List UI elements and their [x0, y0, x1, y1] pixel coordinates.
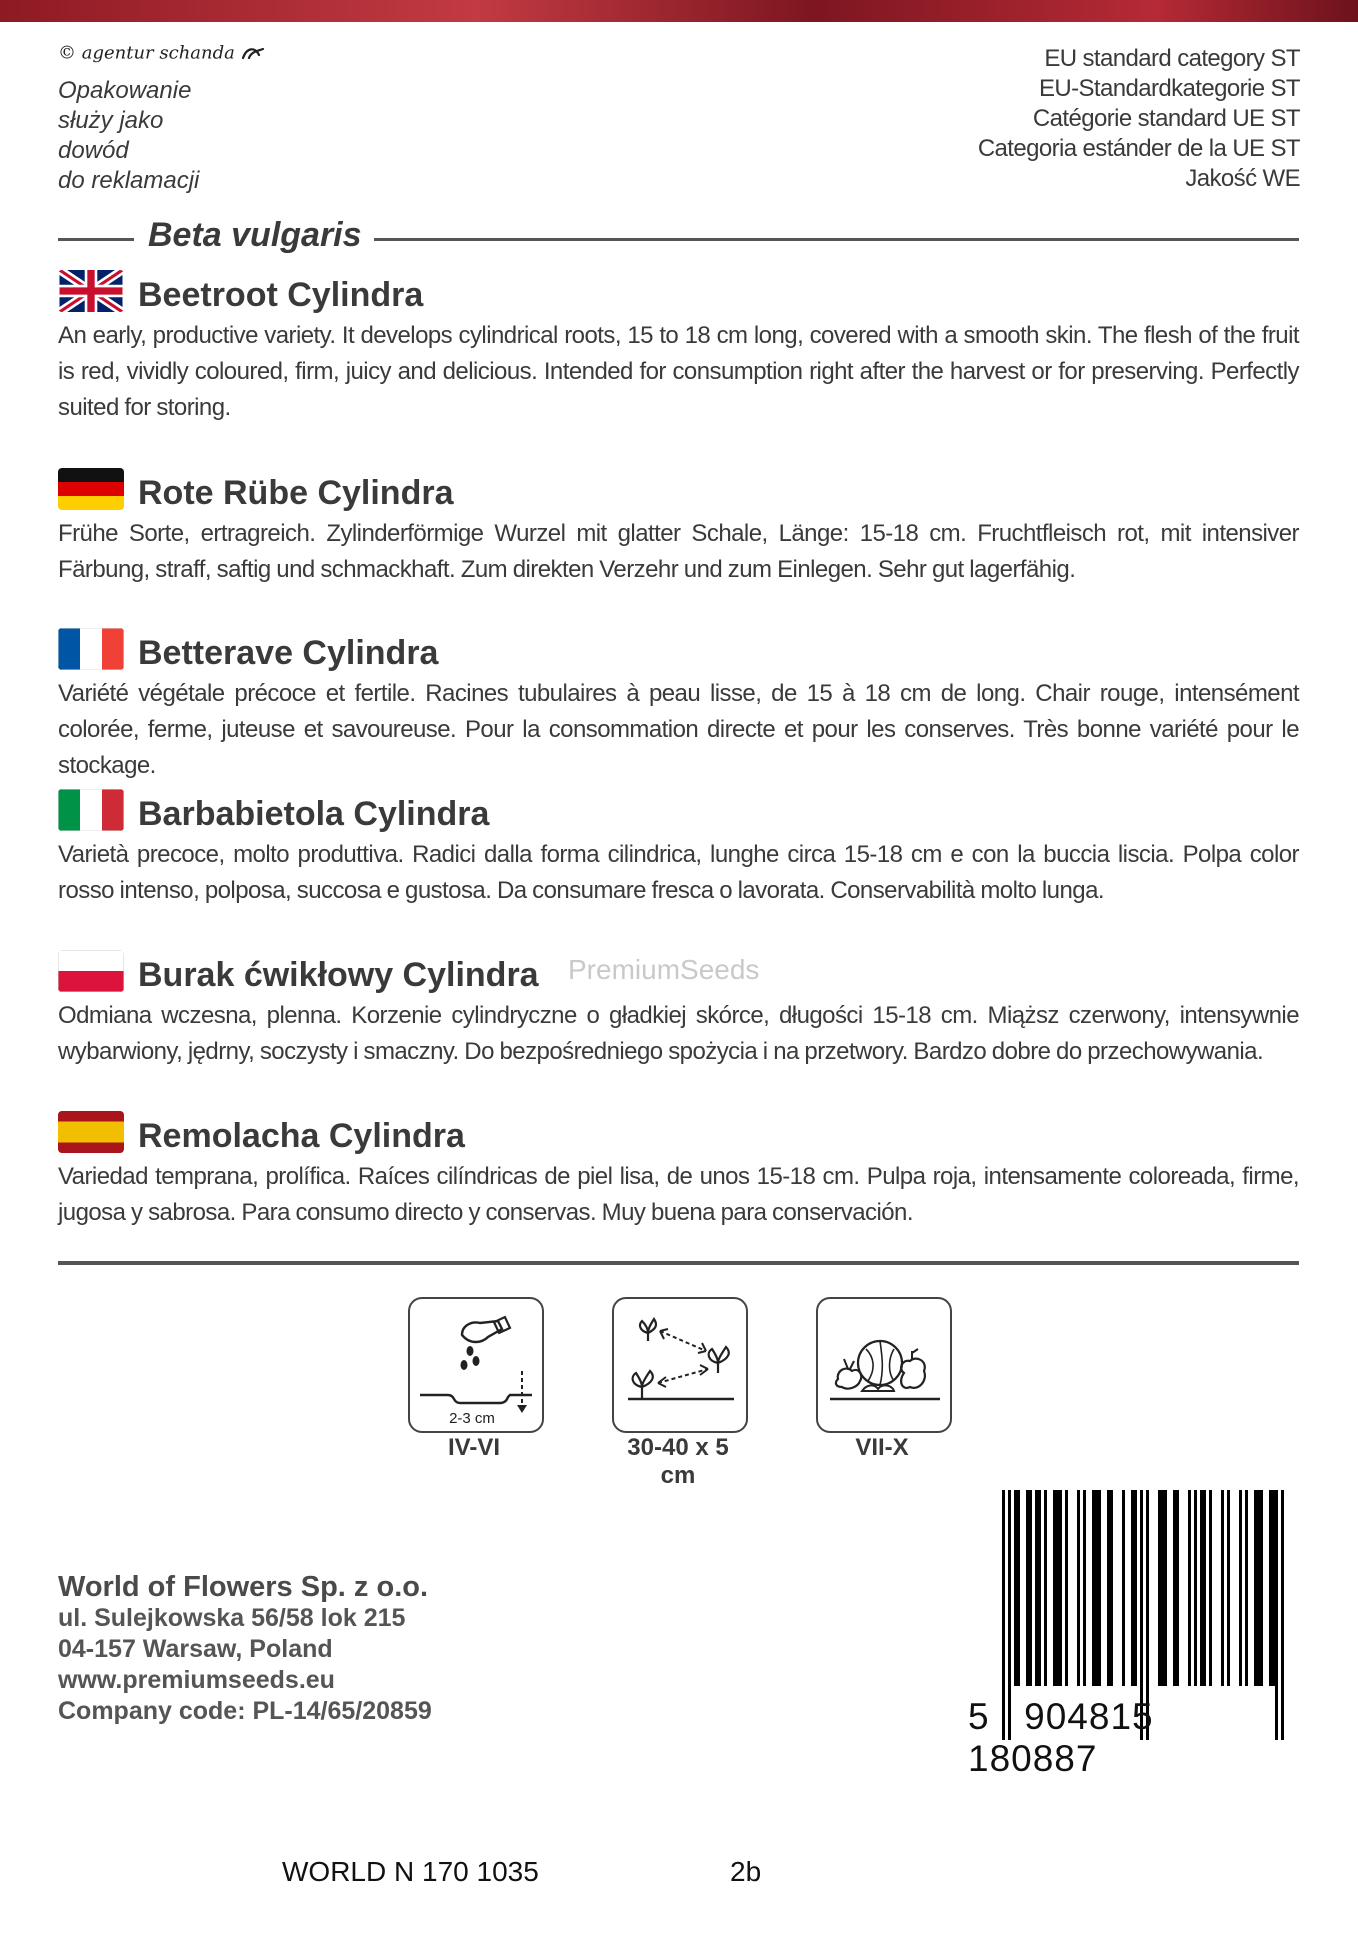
- claim-line: do reklamacji: [58, 167, 200, 194]
- sowing-label: IV-VI: [447, 1434, 501, 1461]
- barcode-bar: [1092, 1490, 1101, 1686]
- barcode-bar: [1197, 1490, 1200, 1686]
- barcode-digits: [968, 1696, 1303, 1780]
- barcode-bar: [1263, 1490, 1269, 1686]
- section-title: Barbabietola Cylindra: [138, 795, 490, 833]
- watermark: PremiumSeeds: [568, 954, 760, 985]
- company-code: Company code: PL-14/65/20859: [58, 1697, 432, 1725]
- copyright-line: [58, 42, 265, 64]
- barcode-bar: [1080, 1490, 1083, 1686]
- barcode-bar: [1224, 1490, 1227, 1686]
- barcode-bar: [1083, 1490, 1086, 1686]
- barcode-bar: [1194, 1490, 1197, 1686]
- company-street: ul. Sulejkowska 56/58 lok 215: [58, 1604, 406, 1632]
- barcode-bar: [1047, 1490, 1053, 1686]
- barcode-bar: [1032, 1490, 1035, 1686]
- section-description: Variété végétale précoce et fertile. Racines tubulaires à peau lisse, de 15 à 18 cm de long. Chair rouge, intensément colorée, ferme, juteuse et savoureuse. Pour la consommation directe et pour les conserves. Très bonne variété pour le stockage.: [58, 680, 1299, 779]
- claim-line: dowód: [58, 137, 129, 164]
- section-description: Frühe Sorte, ertragreich. Zylinderförmige Wurzel mit glatter Schale, Länge: 15-18 cm. Fruchtfleisch rot, mit intensiver Färbung, straff, saftig und schmackhaft. Zum direkten Verzehr und zum Einlegen. Sehr gut lagerfähig.: [58, 520, 1299, 583]
- barcode-bar: [1011, 1490, 1014, 1686]
- barcode-bar: [1212, 1490, 1221, 1686]
- sowing-depth-label: 2-3 cm: [449, 1410, 495, 1427]
- claim-line: służy jako: [58, 107, 164, 134]
- footer-product-code: WORLD N 170 1035: [282, 1856, 539, 1887]
- barcode-bar: [1122, 1490, 1125, 1686]
- section-description: An early, productive variety. It develops cylindrical roots, 15 to 18 cm long, covered with a smooth skin. The flesh of the fruit is red, vividly coloured, firm, juicy and delicious. Intended for consumption right after the harvest or for preserving. Perfectly suited for storing.: [58, 322, 1299, 421]
- section-title: Rote Rübe Cylindra: [138, 474, 454, 512]
- barcode-bar: [1065, 1490, 1068, 1686]
- section-en: [58, 270, 1299, 426]
- barcode-bar: [1044, 1490, 1047, 1686]
- barcode-bar: [1014, 1490, 1020, 1686]
- eu-category-line: Jakość WE: [1185, 165, 1300, 192]
- barcode-bar: [1167, 1490, 1173, 1686]
- barcode-bar: [1026, 1490, 1032, 1686]
- agency-logo-icon: [241, 45, 265, 61]
- barcode-bar: [1020, 1490, 1026, 1686]
- barcode-bar: [1242, 1490, 1245, 1686]
- barcode-first-digit: 5: [968, 1696, 990, 1737]
- barcode-bar: [1131, 1490, 1137, 1686]
- eu-category-block: [978, 44, 1300, 194]
- eu-category-line: Catégorie standard UE ST: [1032, 105, 1300, 132]
- section-description: Varietà precoce, molto produttiva. Radici dalla forma cilindrica, lunghe circa 15-18 cm e con la buccia liscia. Polpa color rosso intenso, polposa, succosa e gustosa. Da consumare fresca o lavorata. Conservabilità molto lunga.: [58, 841, 1299, 904]
- barcode-bar: [1269, 1490, 1275, 1686]
- section-title: Remolacha Cylindra: [138, 1117, 465, 1155]
- section-description: Odmiana wczesna, plenna. Korzenie cylindryczne o gładkiej skórce, długości 15-18 cm. Miąższ czerwony, intensywnie wybarwiony, jędrny, soczysty i smaczny. Do bezpośredniego spożycia i na przetwory. Bardzo dobre do przechowywania.: [58, 1002, 1299, 1065]
- barcode-bar: [1152, 1490, 1158, 1686]
- latin-name-row: [58, 216, 1299, 260]
- barcode-bar: [1239, 1490, 1242, 1686]
- barcode-bar: [1086, 1490, 1092, 1686]
- barcode-bar: [1035, 1490, 1041, 1686]
- rule-right: [372, 238, 1299, 241]
- barcode-bar: [1158, 1490, 1167, 1686]
- company-info: [58, 1572, 432, 1727]
- barcode-bar: [1206, 1490, 1209, 1686]
- copyright-symbol: ©: [58, 42, 76, 64]
- germany-flag-icon: [58, 468, 124, 510]
- barcode-bar: [1179, 1490, 1188, 1686]
- barcode-bar: [1245, 1490, 1248, 1686]
- barcode-bar: [1200, 1490, 1206, 1686]
- sowing-icon: [410, 1299, 542, 1431]
- barcode-bar: [1173, 1490, 1179, 1686]
- barcode-bar: [1077, 1490, 1080, 1686]
- section-fr: [58, 628, 1299, 784]
- eu-category-line: Categoria estánder de la UE ST: [977, 135, 1300, 162]
- barcode-bar: [1125, 1490, 1131, 1686]
- eu-category-line: EU-Standardkategorie ST: [1038, 75, 1300, 102]
- section-title: Beetroot Cylindra: [138, 276, 424, 314]
- barcode-bar: [1188, 1490, 1191, 1686]
- barcode-bar: [1191, 1490, 1194, 1686]
- spacing-label: 30-40 x 5 cm: [627, 1434, 729, 1489]
- top-photo-band: [0, 0, 1358, 22]
- bottom-rule: [58, 1261, 1299, 1265]
- section-title: Burak ćwikłowy Cylindra: [138, 956, 539, 994]
- barcode-left-group: 904815: [1024, 1696, 1154, 1737]
- company-name: World of Flowers Sp. z o.o.: [58, 1571, 429, 1603]
- barcode-bar: [1113, 1490, 1122, 1686]
- spain-flag-icon: [58, 1111, 124, 1153]
- spacing-pictogram: [612, 1297, 748, 1433]
- section-de: [58, 468, 1299, 588]
- barcode-bar: [1062, 1490, 1065, 1686]
- eu-category-line: EU standard category ST: [1044, 45, 1300, 72]
- sowing-pictogram: [408, 1297, 544, 1433]
- poland-flag-icon: [58, 950, 124, 992]
- barcode-bar: [1221, 1490, 1224, 1686]
- claim-line: Opakowanie: [58, 77, 192, 104]
- latin-name: Beta vulgaris: [148, 216, 374, 255]
- harvest-icon: [818, 1299, 950, 1431]
- section-it: [58, 789, 1299, 909]
- italy-flag-icon: [58, 789, 124, 831]
- barcode-right-group: 180887: [968, 1738, 1098, 1779]
- company-city: 04-157 Warsaw, Poland: [58, 1635, 333, 1663]
- barcode-bar: [1227, 1490, 1230, 1686]
- barcode-bar: [1041, 1490, 1044, 1686]
- copyright-text: agentur schanda: [81, 42, 235, 64]
- spacing-icon: [614, 1299, 746, 1431]
- barcode-bar: [1068, 1490, 1077, 1686]
- section-title: Betterave Cylindra: [138, 634, 439, 672]
- section-description: Variedad temprana, prolífica. Raíces cilíndricas de piel lisa, de unos 15-18 cm. Pulpa roja, intensamente coloreada, firme, jugosa y sabrosa. Para consumo directo y conservas. Muy buena para conservación.: [58, 1163, 1299, 1226]
- barcode-bar: [1107, 1490, 1113, 1686]
- uk-flag-icon: [58, 270, 124, 312]
- france-flag-icon: [58, 628, 124, 670]
- barcode-bar: [1248, 1490, 1254, 1686]
- rule-left: [58, 238, 134, 241]
- barcode-bar: [1209, 1490, 1212, 1686]
- section-es: [58, 1111, 1299, 1231]
- footer-variant: 2b: [730, 1856, 762, 1887]
- barcode-bar: [1254, 1490, 1263, 1686]
- barcode-bar: [1230, 1490, 1239, 1686]
- harvest-pictogram: [816, 1297, 952, 1433]
- harvest-label: VII-X: [855, 1434, 909, 1461]
- barcode-bar: [1053, 1490, 1062, 1686]
- barcode-bar: [1101, 1490, 1107, 1686]
- complaint-notice: [58, 76, 199, 196]
- company-website[interactable]: www.premiumseeds.eu: [58, 1666, 335, 1694]
